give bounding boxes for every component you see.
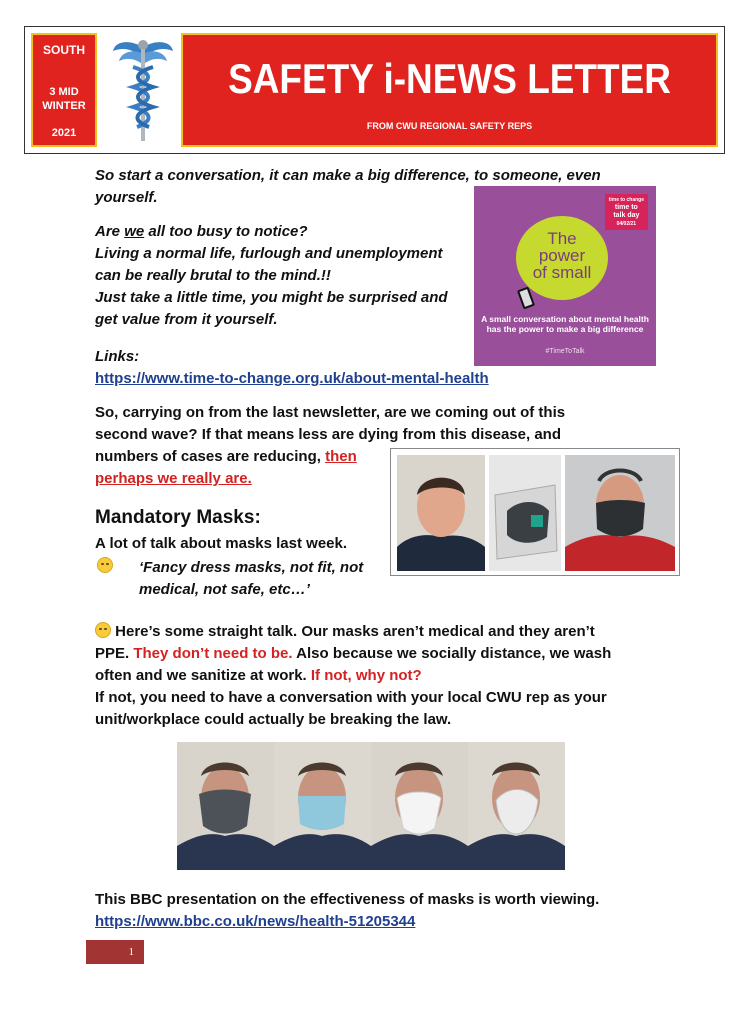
intro-line: yourself. [95,189,158,206]
grimacing-emoji-icon [95,622,111,638]
intro-line: So start a conversation, it can make a big difference, to someone, even [95,167,601,184]
paragraph-line: If not, you need to have a conversation with your local CWU rep as your [95,689,607,706]
paragraph-line: Living a normal life, furlough and unemployment [95,245,443,262]
bbc-text: This BBC presentation on the effectiveness of masks is worth viewing. [95,891,600,908]
newsletter-header [24,26,725,154]
edition-box [31,33,97,147]
time-to-talk-poster [474,186,656,366]
photo-man-portrait [397,455,485,571]
poster-message: A small conversation about mental health has the power to make a big difference [481,314,649,334]
man-cloth-mask-image [177,742,274,870]
newsletter-title: SAFETY i-NEWS LETTER [228,55,671,102]
edition-year: 2021 [51,127,77,139]
paragraph-line: perhaps we really are. [95,470,252,487]
man-portrait-image [397,455,485,571]
paragraph-line: often and we sanitize at work. If not, why not? [95,667,422,684]
bbc-link[interactable]: https://www.bbc.co.uk/news/health-51205344 [95,913,416,930]
poster-headline: The power of small [532,229,592,282]
newsletter-subtitle: FROM CWU REGIONAL SAFETY REPS [366,121,533,131]
paragraph-line: Just take a little time, you might be surprised and [95,289,448,306]
paragraph-line: numbers of cases are reducing, then [95,448,357,465]
edition-region: SOUTH [43,43,85,57]
paragraph-line: A lot of talk about masks last week. [95,535,348,552]
paragraph-line: second wave? If that means less are dying from this disease, and [95,426,561,443]
mask-comparison-photos [177,742,565,870]
paragraph-line: PPE. They don’t need to be. Also because we socially distance, we wash [95,645,612,662]
photo-man-in-mask [565,455,675,571]
paragraph-line: So, carrying on from the last newsletter, are we coming out of this [95,404,566,421]
rolling-eyes-emoji-icon [97,557,113,573]
time-to-talk-day-tag: time to change time to talk day 04/02/21 [605,194,648,230]
quote-line: ‘Fancy dress masks, not fit, not [139,559,364,576]
man-in-mask-image [565,455,675,571]
paragraph-line: get value from it yourself. [95,311,278,328]
edition-season: 3 MID WINTER [42,86,86,112]
title-banner [181,33,718,147]
photo-mask-packet [489,455,561,571]
page-number: 1 [86,940,144,964]
masks-photo-collage [390,448,680,576]
man-cup-mask-image [468,742,565,870]
links-label: Links: [95,348,140,365]
man-surgical-mask-image [274,742,371,870]
time-to-change-link[interactable]: https://www.time-to-change.org.uk/about-mental-health [95,370,489,387]
section-heading: Mandatory Masks: [95,507,261,528]
quote-line: medical, not safe, etc…’ [139,581,310,598]
man-ffp-mask-image [371,742,468,870]
question-line: Are we all too busy to notice? [95,223,308,240]
poster-hashtag: #TimeToTalk [545,348,585,355]
paragraph-line: unit/workplace could actually be breaking the law. [95,711,452,728]
mask-packet-image [489,455,561,571]
paragraph-line: can be really brutal to the mind.!! [95,267,331,284]
caduceus-icon [111,37,175,145]
paragraph-line: Here’s some straight talk. Our masks aren’t medical and they aren’t [95,621,595,643]
